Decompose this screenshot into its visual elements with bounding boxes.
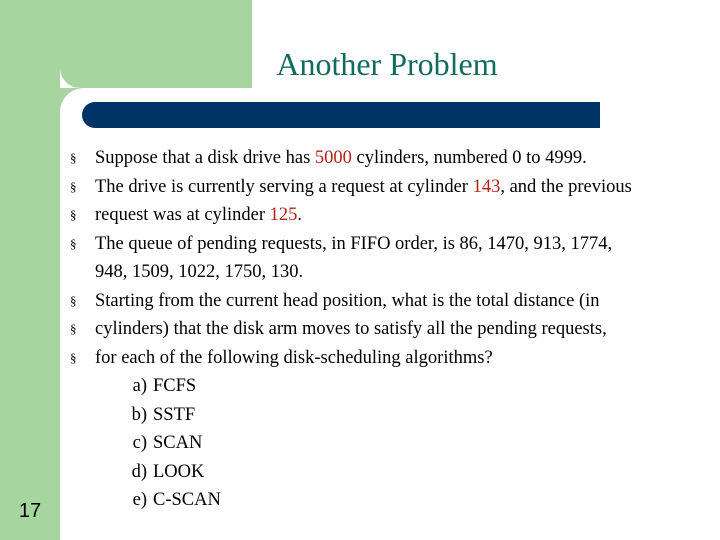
algorithm-label: a) — [132, 376, 147, 396]
page-number: 17 — [18, 500, 42, 522]
left-decorative-band — [0, 0, 60, 540]
title-underline-bar — [82, 102, 600, 128]
bullet-text — [95, 315, 607, 344]
bullet-line — [70, 230, 685, 259]
text-segment: for each of the following disk-scheduling algorithms? — [95, 347, 493, 368]
bullet-text — [95, 201, 302, 230]
slide-title: Another Problem — [276, 46, 498, 82]
algorithm-item — [70, 486, 685, 515]
bullet-icon: § — [70, 207, 77, 222]
bullet-icon: § — [70, 150, 77, 165]
text-segment: 948, 1509, 1022, 1750, 130. — [95, 262, 304, 282]
bullet-icon: § — [70, 349, 77, 365]
text-segment: request was at cylinder — [95, 205, 270, 225]
bullet-line — [70, 144, 685, 173]
bullet-line — [70, 201, 685, 230]
algorithm-name: LOOK — [153, 461, 205, 482]
algorithm-label: d) — [131, 461, 147, 482]
bullet-text — [95, 258, 303, 287]
bullet-icon: § — [70, 321, 77, 336]
algorithm-label: e) — [132, 490, 147, 510]
bullet-line — [70, 344, 685, 373]
algorithm-item — [70, 401, 685, 430]
algorithm-item — [70, 458, 685, 487]
text-segment: , and the previous — [500, 176, 632, 197]
bullet-line — [70, 315, 685, 344]
algorithm-name: SCAN — [153, 433, 203, 453]
bullet-line — [70, 287, 685, 316]
text-segment: Starting from the current head position, what is the total distance (in — [95, 290, 600, 311]
top-decorative-block — [60, 0, 252, 88]
text-segment: cylinders) that the disk arm moves to satisfy all the pending requests, — [95, 319, 607, 339]
algorithm-item — [70, 429, 685, 458]
bullet-line — [70, 173, 685, 202]
algorithm-name: FCFS — [153, 376, 197, 396]
bullet-icon: § — [70, 292, 77, 308]
slide-body — [70, 144, 685, 515]
bullet-text — [95, 173, 632, 202]
text-segment: . — [297, 205, 303, 225]
bullet-icon: § — [70, 235, 77, 251]
highlighted-number: 5000 — [314, 148, 352, 168]
bullet-text — [95, 230, 612, 259]
text-segment: Suppose that a disk drive has — [95, 148, 315, 168]
bullet-icon: § — [70, 178, 77, 194]
algorithm-label: c) — [132, 433, 147, 453]
text-segment: The queue of pending requests, in FIFO order, is 86, 1470, 913, 1774, — [95, 233, 613, 254]
bullet-text — [95, 287, 600, 316]
algorithm-label: b) — [131, 404, 147, 425]
algorithm-name: C-SCAN — [153, 490, 221, 510]
text-segment: cylinders, numbered 0 to 4999. — [351, 148, 587, 168]
bullet-text — [95, 144, 587, 173]
text-segment: The drive is currently serving a request at cylinder — [95, 176, 473, 197]
algorithm-name: SSTF — [153, 404, 196, 425]
algorithm-item — [70, 372, 685, 401]
bullet-text — [95, 344, 493, 373]
highlighted-number: 125 — [269, 205, 298, 225]
highlighted-number: 143 — [472, 176, 501, 197]
bullet-line — [70, 258, 685, 287]
